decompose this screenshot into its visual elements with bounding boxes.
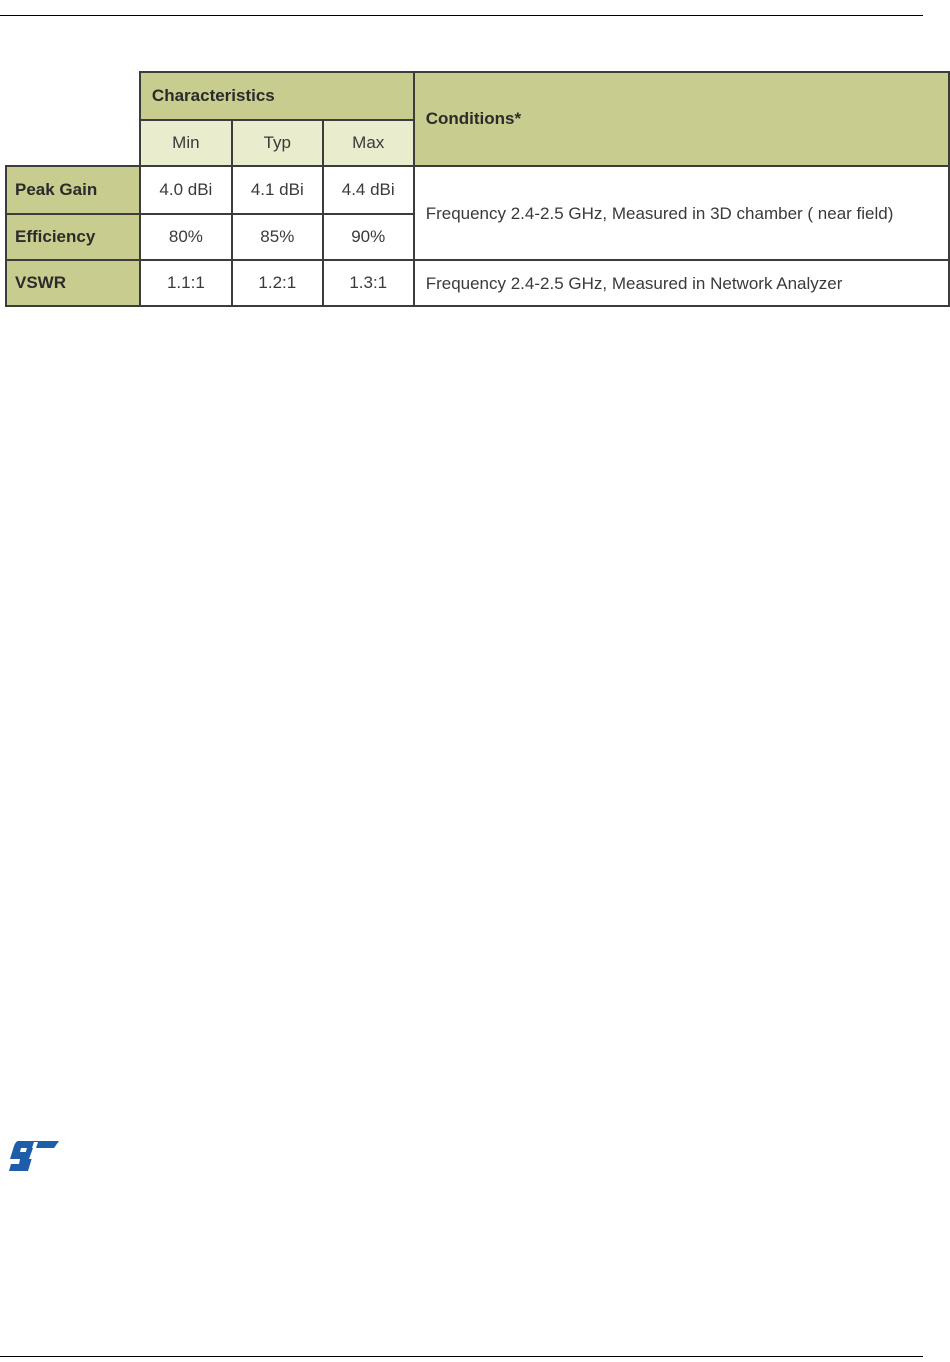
header-rule: [0, 15, 923, 16]
min-value: 1.1:1: [140, 260, 232, 306]
row-label: VSWR: [6, 260, 140, 306]
typ-value: 4.1 dBi: [232, 166, 323, 214]
footer-rule: [0, 1356, 923, 1357]
row-label: Efficiency: [6, 214, 140, 260]
max-value: 4.4 dBi: [323, 166, 414, 214]
min-header: Min: [140, 120, 232, 166]
min-value: 80%: [140, 214, 232, 260]
table-header-row: [6, 72, 949, 120]
empty-corner-cell: [6, 72, 140, 166]
min-value: 4.0 dBi: [140, 166, 232, 214]
typ-value: 85%: [232, 214, 323, 260]
table-row: [6, 260, 949, 306]
st-logo: [9, 1141, 59, 1171]
conditions-header: Conditions*: [414, 72, 949, 166]
table-row: [6, 166, 949, 214]
max-value: 90%: [323, 214, 414, 260]
typ-value: 1.2:1: [232, 260, 323, 306]
conditions-cell: Frequency 2.4-2.5 GHz, Measured in Network Analyzer: [414, 260, 949, 306]
characteristics-header: Characteristics: [140, 72, 414, 120]
max-header: Max: [323, 120, 414, 166]
max-value: 1.3:1: [323, 260, 414, 306]
conditions-cell: Frequency 2.4-2.5 GHz, Measured in 3D chamber ( near field): [414, 166, 949, 260]
typ-header: Typ: [232, 120, 323, 166]
antenna-characteristics-table: [5, 71, 950, 307]
row-label: Peak Gain: [6, 166, 140, 214]
